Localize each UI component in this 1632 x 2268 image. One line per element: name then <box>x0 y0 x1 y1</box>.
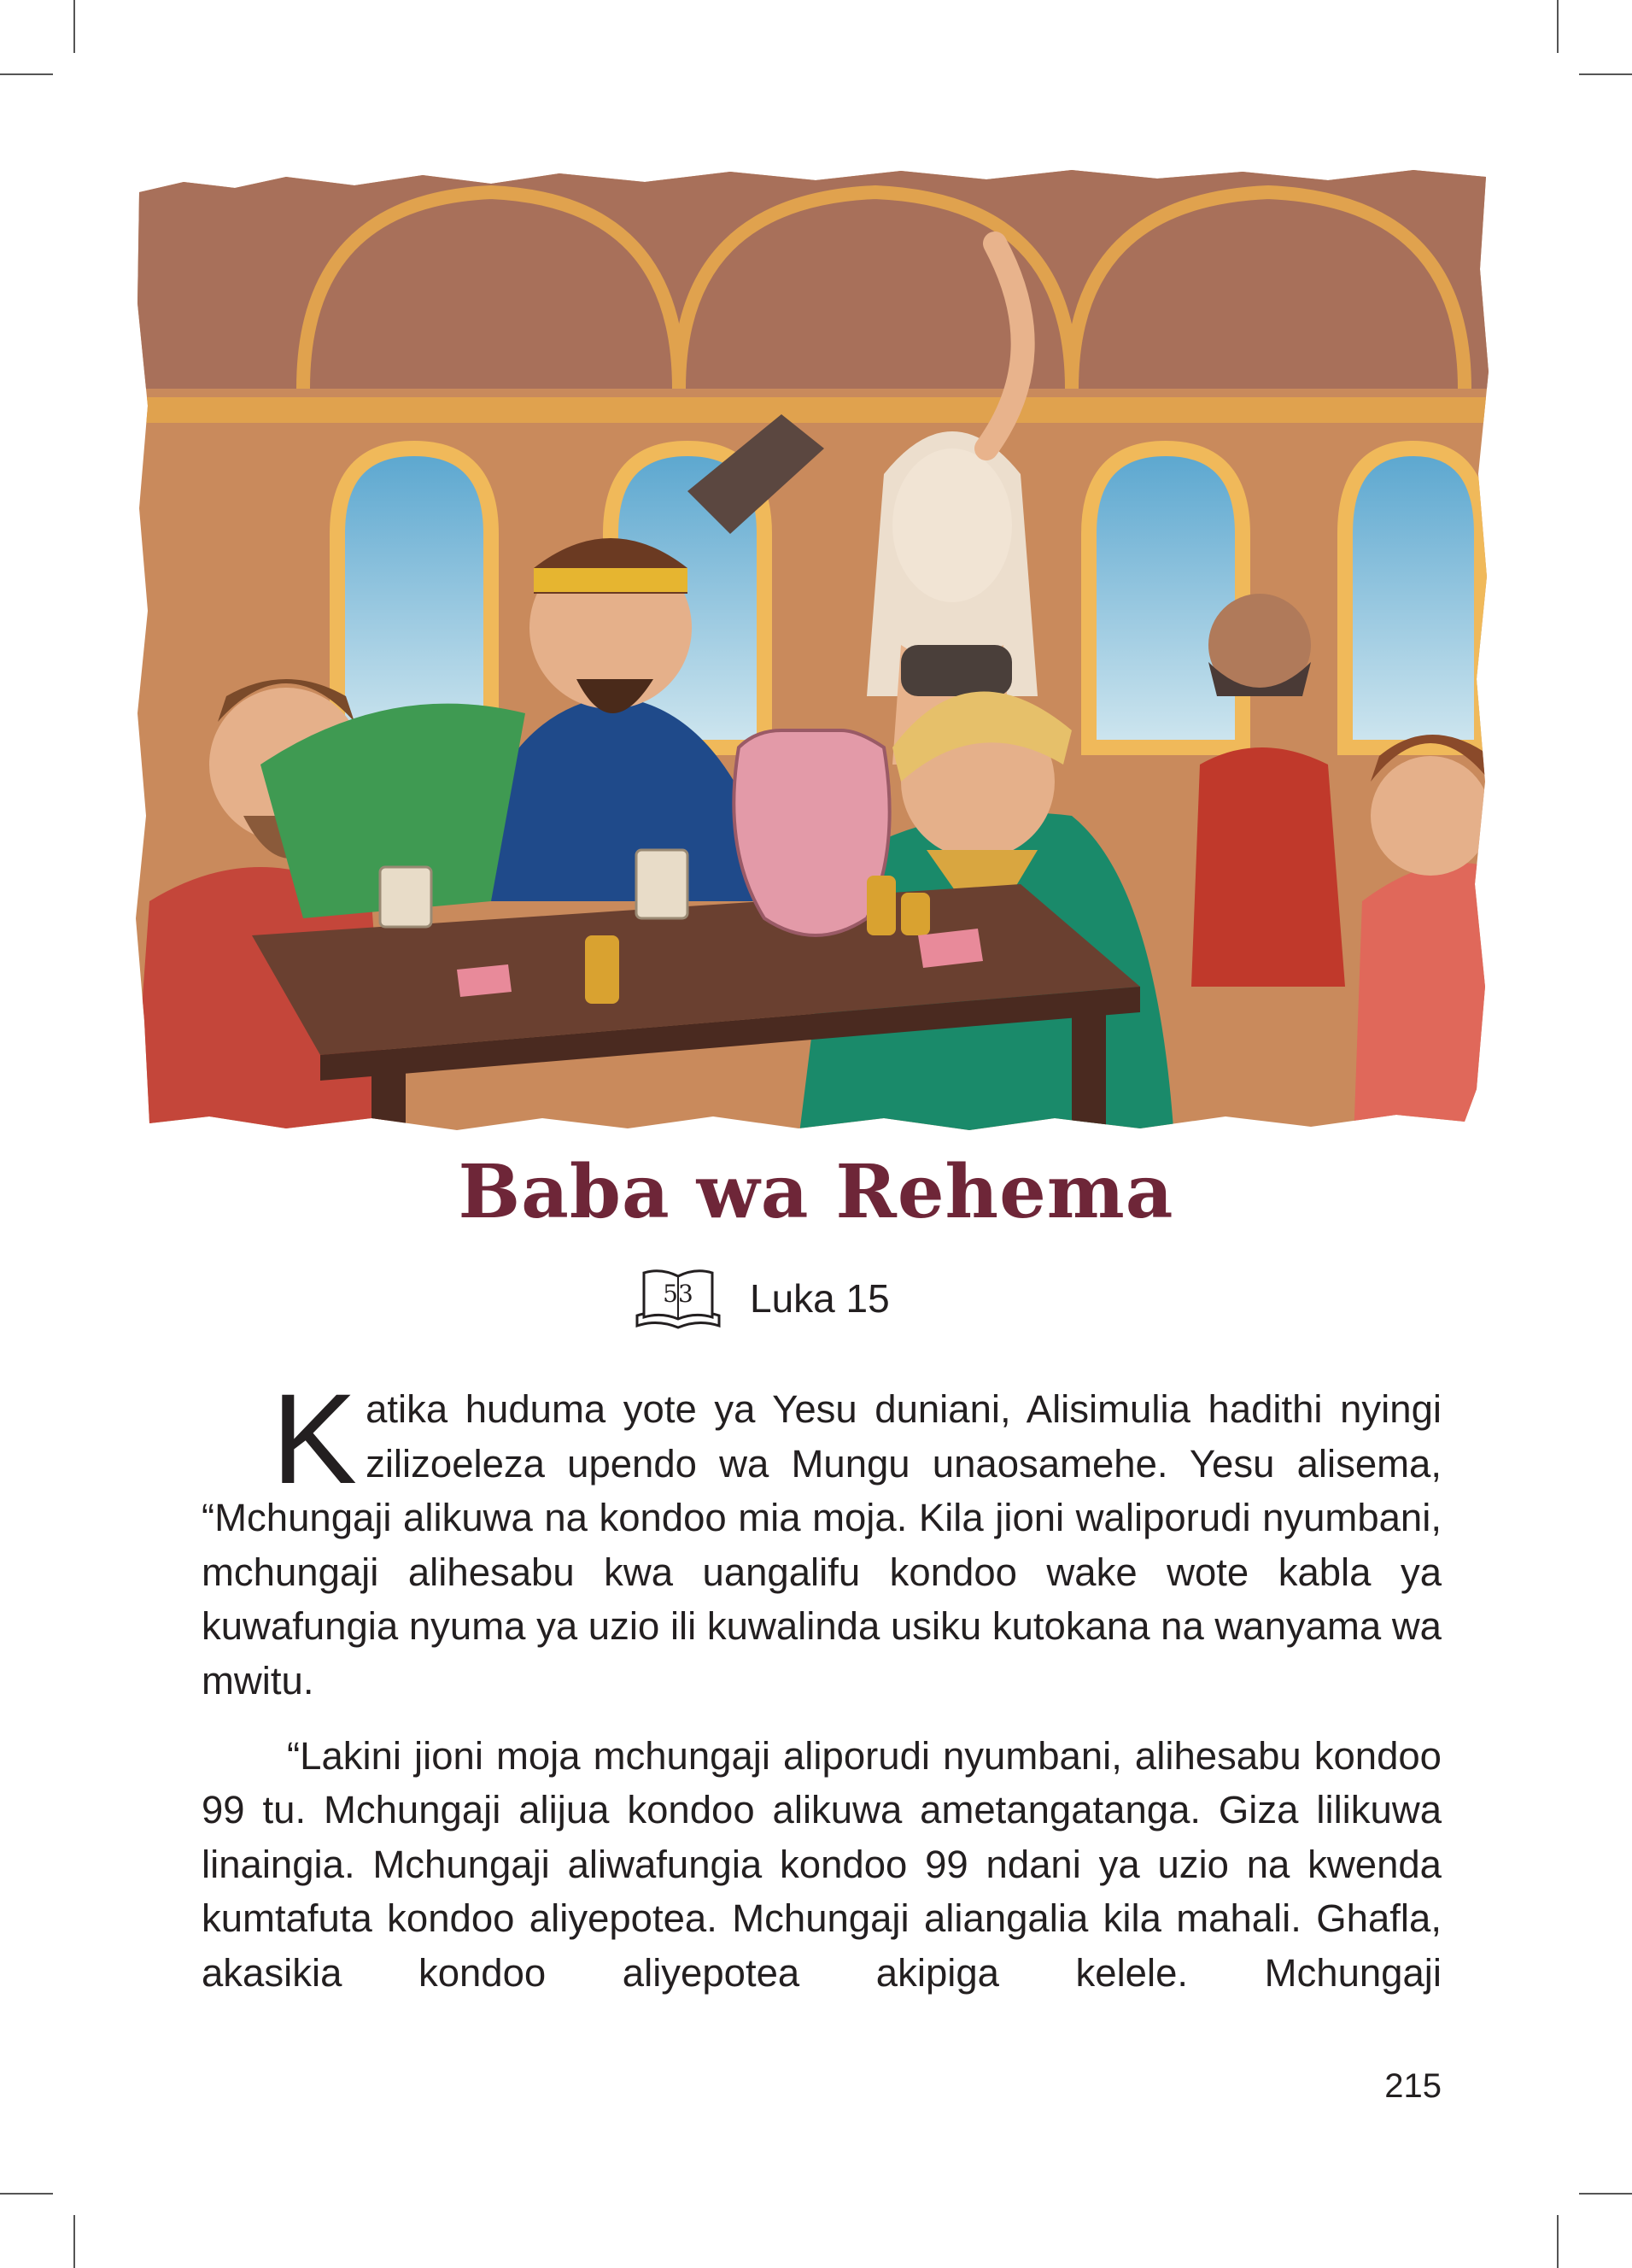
page-number: 215 <box>1384 2067 1442 2105</box>
feast-illustration <box>132 167 1490 1140</box>
crop-mark <box>0 73 53 75</box>
paragraph: “Lakini jioni moja mchungaji aliporudi nyumbani, alihesabu kondoo 99 tu. Mchungaji alijua kondoo alikuwa ametangatanga. Giza lilikuwa linaingia. Mchungaji aliwafungia kondoo 99 ndani ya uzio na kwenda kumtafuta kondoo aliyepotea. Mchungaji aliangalia kila mahali. Ghafla, akasikia kondoo aliyepotea akipiga kelele. Mchungaji <box>202 1733 1442 1995</box>
paragraph <box>202 1367 1442 1708</box>
crop-mark <box>1579 2193 1632 2195</box>
crop-mark <box>1557 0 1559 53</box>
paragraph-text: atika huduma yote ya Yesu duniani, Alisimulia hadithi nyingi zilizoeleza upendo wa Mungu unaosamehe. Yesu alisema, “Mchungaji alikuwa na kondoo mia moja. Kila jioni waliporudi nyumbani, mchungaji alihesabu kwa uangalifu kondoo wake wote kabla ya kuwafungia nyuma ya uzio ili kuwalinda usiku kutokana na wanyama wa mwitu. <box>202 1387 1442 1702</box>
scripture-reference <box>632 1264 890 1333</box>
story-body <box>202 1367 1442 2001</box>
crop-mark <box>73 2215 75 2268</box>
crop-mark <box>1557 2215 1559 2268</box>
drop-cap: K <box>272 1367 358 1510</box>
open-book-icon <box>632 1264 724 1333</box>
scripture-reference-text: Luka 15 <box>750 1276 890 1321</box>
story-title: Baba wa Rehema <box>458 1149 1174 1235</box>
crop-mark <box>73 0 75 53</box>
chapter-number: 53 <box>663 1280 693 1308</box>
crop-mark <box>0 2193 53 2195</box>
crop-mark <box>1579 73 1632 75</box>
